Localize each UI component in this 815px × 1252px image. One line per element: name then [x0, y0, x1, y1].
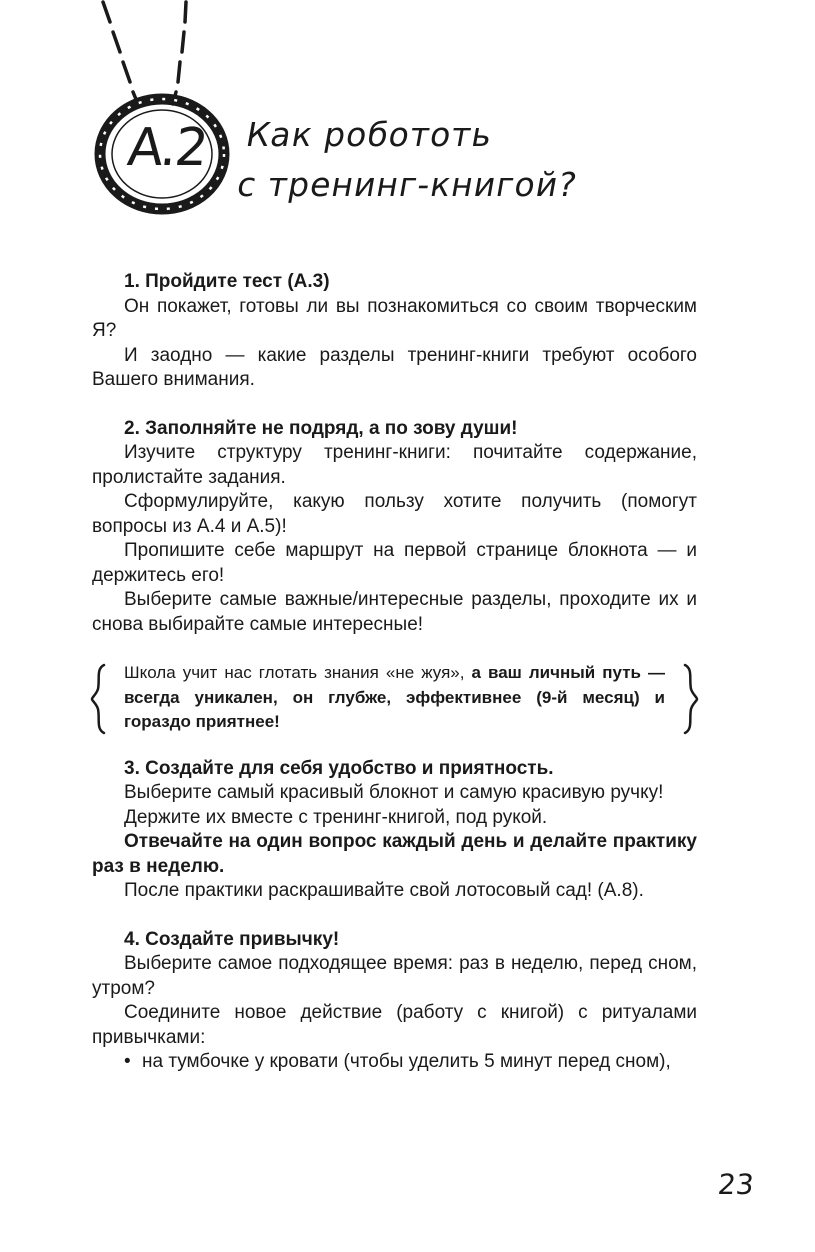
section-heading: 2. Заполняйте не подряд, а по зову души!	[124, 417, 518, 439]
section-3	[92, 757, 697, 904]
page-number: 23	[716, 1168, 756, 1201]
paragraph: Пропишите себе маршрут на первой странице блокнота — и держитесь его!	[92, 540, 697, 586]
paragraph: Выберите самые важные/интересные разделы, проходите их и снова выбирайте самые интересные!	[92, 589, 697, 635]
chapter-title-line-2: с тренинг-книгой?	[234, 165, 581, 204]
callout-quote	[92, 661, 697, 735]
left-brace-icon	[90, 663, 110, 735]
chapter-title	[233, 110, 590, 210]
section-heading: 4. Создайте привычку!	[124, 928, 340, 950]
quote-bold-text: а ваш личный путь — всегда уникален, он глубже, эффективнее (9-й месяц) и гораздо приятнее!	[124, 663, 665, 731]
bullet-icon: •	[124, 1051, 131, 1072]
paragraph: Выберите самый красивый блокнот и самую красивую ручку!	[124, 782, 664, 803]
section-heading: 1. Пройдите тест (А.3)	[124, 271, 330, 292]
section-2	[92, 417, 697, 638]
paragraph: Сформулируйте, какую пользу хотите получить (помогут вопросы из А.4 и А.5)!	[92, 491, 697, 537]
emphasis-paragraph: Отвечайте на один вопрос каждый день и делайте практику раз в неделю.	[92, 831, 697, 877]
paragraph: После практики раскрашивайте свой лотосовый сад! (А.8).	[124, 880, 644, 901]
hanging-string-icon	[103, 2, 186, 104]
paragraph: Выберите самое подходящее время: раз в неделю, перед сном, утром?	[92, 953, 697, 999]
section-4	[92, 928, 697, 1075]
paragraph: Соедините новое действие (работу с книгой) с ритуалами привычками:	[92, 1002, 697, 1048]
chapter-title-line-1: Как робототь	[243, 115, 496, 154]
paragraph: Изучите структуру тренинг-книги: почитайте содержание, пролистайте задания.	[92, 442, 697, 488]
section-heading: 3. Создайте для себя удобство и приятность.	[124, 757, 554, 779]
section-1	[92, 270, 697, 393]
page-body	[92, 270, 697, 1099]
bullet-item	[92, 1050, 697, 1075]
quote-regular-text: Школа учит нас глотать знания «не жуя»,	[124, 663, 472, 682]
right-brace-icon	[679, 663, 699, 735]
paragraph: Держите их вместе с тренинг-книгой, под рукой.	[124, 806, 548, 828]
chapter-badge-label: A.2	[124, 118, 210, 178]
paragraph: И заодно — какие разделы тренинг-книги требуют особого Вашего внимания.	[92, 344, 697, 390]
bullet-text: на тумбочке у кровати (чтобы уделить 5 минут перед сном),	[142, 1051, 671, 1072]
paragraph: Он покажет, готовы ли вы познакомиться со своим творческим Я?	[92, 295, 697, 341]
